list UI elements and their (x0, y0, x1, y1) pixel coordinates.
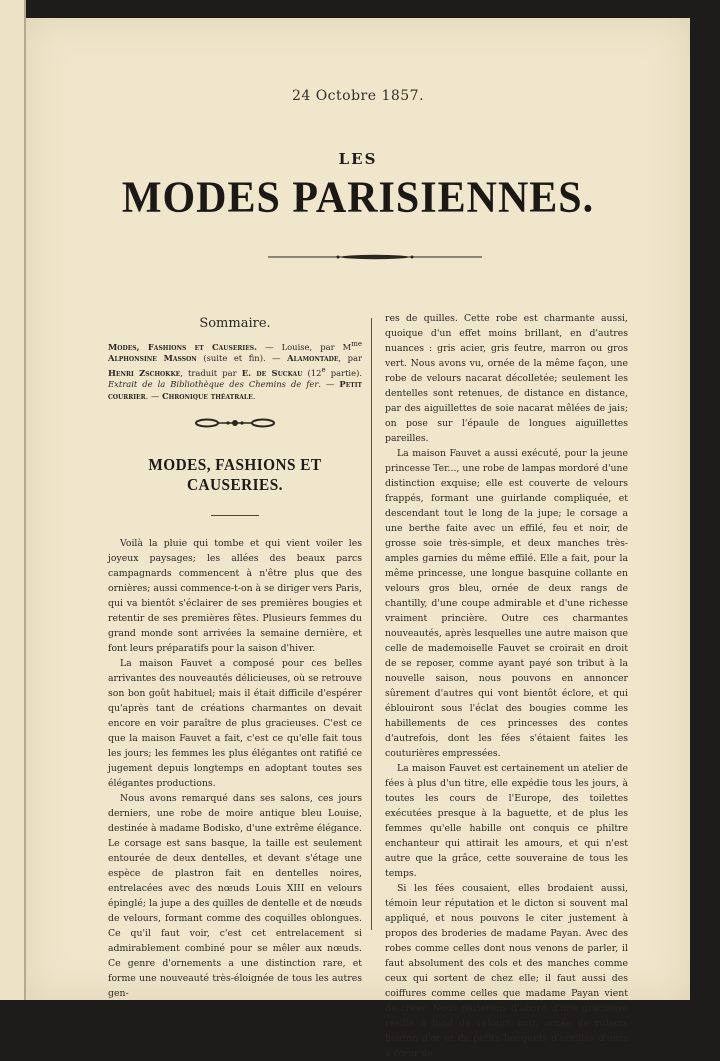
newspaper-page (26, 18, 690, 1059)
left-article-text (108, 536, 362, 1001)
sommaire-part: — Louise, par M (257, 341, 352, 352)
paragraph: res de quilles. Cette robe est charmante aussi, quoique d'un effet moins brillant, en d'autres nuances : gris acier, gris feutre, marron ou gros vert. Nous avons vu, ornée de la même façon, une robe de velours nacarat décolletée; seulement les dentelles sont retenues, de distance en distance, par des aiguillettes de soie nacarat mêlées de jais; on pose sur l'épaule de longues aiguillettes pareilles. (385, 313, 628, 444)
sommaire-text (108, 339, 362, 403)
sommaire-part: Modes, Fashions et Causeries. (108, 341, 258, 352)
left-column (108, 316, 362, 1001)
sommaire-part: . — (145, 390, 162, 401)
masthead-ornamental-rule (268, 254, 482, 260)
paragraph: Voilà la pluie qui tombe et qui vient voiler les joyeux paysages; les allées des beaux parcs campagnards commencent à n'être plus que des ornières; aussi commence-t-on à se diriger vers Paris, qui va bientôt s'éclairer de ses premières bougies et retentir de ses premières fêtes. Plusieurs femmes du grand monde sont arrivées la semaine dernière, et font leurs préparatifs pour la saison d'hiver. (108, 537, 362, 654)
facing-page-edge (0, 0, 26, 1000)
sommaire-part: me (351, 340, 362, 348)
sommaire-part: . (252, 390, 256, 401)
sommaire-part: . — (318, 379, 340, 390)
sommaire-part: Petit courrier (108, 379, 362, 401)
sommaire-part: (suite et fin). — (196, 353, 288, 364)
sommaire-part: Henri Zschokke (108, 367, 181, 378)
sommaire-part: , par (338, 353, 362, 364)
sommaire-part: Chronique théatrale (161, 390, 253, 401)
paragraph: La maison Fauvet a aussi exécuté, pour la jeune princesse Ter..., une robe de lampas mordoré d'une distinction exquise; elle est couverte de velours frappés, formant une guirlande compliquée, et descendant tout le long de la jupe; le corsage a une berthe faite avec un effilé, feu et noir, de grosse soie très-simple, et deux manches très-amples garnies du même effilé. Elle a fait, pour la même princesse, une longue basquine collante en velours gros bleu, ornée de deux rangs de chantilly, d'une coupe admirable et d'une richesse vraiment princière. Outre ces charmantes nouveautés, après lesquelles une autre maison que celle de mademoiselle Fauvet se croirait en droit de se reposer, comme ayant payé son tribut à la nouvelle saison, nous pouvons en annoncer sûrement d'autres qui vont bientôt éclore, et qui éblouiront sous l'éclat des bougies comme les habillements de ces princesses des contes d'autrefois, dont les fées s'étaient faites les couturières empressées. (385, 448, 628, 759)
sommaire-part: Extrait de la Bibliothèque des Chemins de fer (108, 379, 319, 390)
sommaire-part: , traduit par (180, 367, 242, 378)
issue-date: 24 Octobre 1857. (291, 88, 425, 104)
sommaire-part: e (321, 365, 326, 374)
paragraph: Si les fées cousaient, elles brodaient aussi, témoin leur réputation et le dicton si souvent mal appliqué, et nous pouvons le citer justement à propos des broderies de madame Payan. Avec des robes comme celles dont nous venons de parler, il faut absolument des cols et des manches comme ceux qui sortent de chez elle; il faut aussi des coiffures comme celles que madame Payan vient de créer. Nous parlerons d'abord d'une gracieuse résille à fond de velours noir, ornée de rubans bouton d'or et de petits bouquets d'oreilles d'ours à cœur de (385, 883, 628, 1059)
sommaire-part: partie). (325, 367, 362, 378)
paragraph: La maison Fauvet a composé pour ces belles arrivantes des nouveautés délicieuses, où se retrouve son bon goût habituel; mais il était difficile d'espérer qu'après tant de créations charmantes on devait encore en voir paraître de plus gracieuses. C'est ce que la maison Fauvet a fait, c'est ce qu'elle fait tous les jours; les femmes les plus élégantes ont ratifié ce jugement depuis longtemps en adoptant toutes ses élégantes productions. (108, 657, 362, 789)
section-heading: MODES, FASHIONS ET CAUSERIES. (148, 454, 322, 494)
sommaire-part: E. de Suckau (241, 367, 303, 378)
sommaire-part: Alamontade (287, 353, 339, 364)
masthead-title: MODES PARISIENNES. (121, 173, 595, 223)
right-article-text (385, 311, 628, 1061)
column-divider (371, 318, 372, 930)
sommaire-part: Alphonsine Masson (108, 353, 197, 364)
sommaire-part: (12 (302, 367, 322, 378)
paragraph: Nous avons remarqué dans ses salons, ces jours derniers, une robe de moire antique bleu Louise, destinée à madame Bodisko, d'une extrême élégance. Le corsage est sans basque, la taille est seulement entourée de deux dentelles, et devant s'étage une espèce de plastron fait en dentelles noires, entrelacées avec des nœuds Louis XIII en velours épinglé; la jupe a des quilles de dentelle et de nœuds de velours, formant comme des coquilles oblongues. Ce qu'il faut voir, c'est cet entrelacement si admirablement combiné pour se mêler aux nœuds. Ce genre d'ornements a une distinction rare, et forme une nouveauté très-éloignée de tous les autres gen- (108, 792, 362, 999)
section-ornament (195, 417, 275, 429)
right-column (385, 311, 628, 1061)
section-rule (211, 515, 259, 516)
paragraph: La maison Fauvet est certainement un atelier de fées à plus d'un titre, elle expédie tous les jours, à toutes les cours de l'Europe, des toilettes exécutées presque à la baguette, et de plus les femmes qu'elle habille ont conquis ce philtre enchanteur qui attirait les amours, et qui n'est autre que la grâce, cette souveraine de tous les temps. (385, 763, 628, 879)
sommaire-heading: Sommaire. (199, 316, 271, 331)
title-article: LES (338, 150, 378, 168)
